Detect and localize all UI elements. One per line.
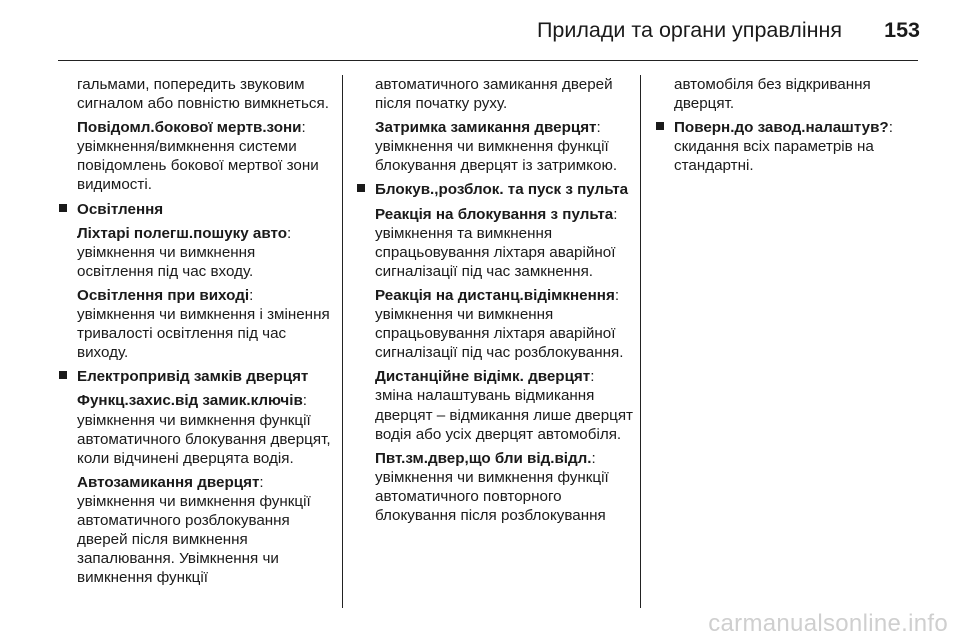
setting-desc: : увімкнення чи вимкнення функції автоматичного блокування дверцят, коли відчинені дверцята водія. bbox=[77, 392, 331, 467]
column-3 bbox=[657, 75, 927, 180]
setting-desc: : увімкнення та вимкнення спрацьовування ліхтаря аварійної сигналізації під час замкнення. bbox=[375, 205, 618, 280]
column-1 bbox=[60, 75, 335, 592]
setting-term: Дистанційне відімк. дверцят bbox=[375, 368, 591, 386]
setting-desc: : увімкнення чи вимкнення функції автоматичного розблокування дверей після вимкнення запалювання. Увімкнення чи вимкнення функції bbox=[77, 473, 311, 587]
setting-blind-spot bbox=[60, 118, 335, 194]
setting-desc: : скидання всіх параметрів на стандартні. bbox=[674, 119, 893, 175]
setting-desc: : увімкнення/вимкнення системи повідомлень бокової мертвої зони видимості. bbox=[77, 119, 319, 194]
section-title: Блокув.,розблок. та пуск з пульта bbox=[375, 181, 629, 199]
setting-desc: : увімкнення чи вимкнення освітлення під час входу. bbox=[77, 224, 292, 280]
setting-key-lockout bbox=[60, 391, 335, 467]
setting-term: Функц.захис.від замик.ключів bbox=[77, 392, 303, 410]
setting-desc: : увімкнення чи вимкнення функції автоматичного повторного блокування після розблокування bbox=[375, 449, 609, 524]
column-2 bbox=[358, 75, 634, 530]
page-number: 153 bbox=[884, 18, 920, 42]
setting-auto-door-lock bbox=[60, 473, 335, 588]
bullet-square-icon bbox=[59, 204, 67, 212]
setting-desc: : зміна налаштувань відмикання дверцят – відмикання лише дверцят водія або усіх дверцят автомобіля. bbox=[375, 368, 634, 443]
section-remote-lock bbox=[358, 180, 634, 199]
setting-term: Пвт.зм.двер,що бли від.відл. bbox=[375, 449, 592, 467]
setting-auto-relock bbox=[358, 449, 634, 525]
setting-exit-lighting bbox=[60, 286, 335, 362]
setting-term: Реакція на блокування з пульта bbox=[375, 205, 614, 223]
bullet-square-icon bbox=[656, 122, 664, 130]
section-factory-reset bbox=[657, 118, 927, 175]
setting-desc: : увімкнення чи вимкнення функції блокування дверцят із затримкою. bbox=[375, 119, 618, 175]
column-divider-1 bbox=[342, 75, 343, 608]
col3-intro: автомобіля без відкривання дверцят. bbox=[674, 76, 871, 113]
setting-vehicle-locator-lights bbox=[60, 224, 335, 281]
setting-term: Ліхтарі полегш.пошуку авто bbox=[77, 224, 288, 242]
col1-intro: гальмами, попередить звуковим сигналом або повністю вимкнеться. bbox=[77, 76, 329, 113]
setting-term: Затримка замикання дверцят bbox=[375, 119, 597, 137]
section-title: Електропривід замків дверцят bbox=[77, 368, 309, 386]
page-title: Прилади та органи управління bbox=[536, 18, 842, 42]
setting-desc: : увімкнення чи вимкнення і змінення тривалості освітлення під час виходу. bbox=[77, 286, 330, 362]
section-power-locks bbox=[60, 367, 335, 386]
setting-term: Автозамикання дверцят bbox=[77, 473, 260, 491]
col2-intro: автоматичного замикання дверей після початку руху. bbox=[375, 76, 613, 113]
section-lighting bbox=[60, 200, 335, 219]
setting-remote-door-unlock bbox=[358, 367, 634, 443]
setting-term: Освітлення при виході bbox=[77, 286, 250, 304]
setting-desc: : увімкнення чи вимкнення спрацьовування ліхтаря аварійної сигналізації під час розблокування. bbox=[375, 286, 624, 362]
setting-delayed-door-lock bbox=[358, 118, 634, 175]
column-divider-2 bbox=[640, 75, 641, 608]
watermark: carmanualsonline.info bbox=[708, 610, 948, 637]
section-title: Освітлення bbox=[77, 200, 164, 218]
bullet-square-icon bbox=[357, 184, 365, 192]
header-divider bbox=[58, 60, 918, 61]
setting-term: Повідомл.бокової мертв.зони bbox=[77, 119, 302, 137]
setting-term: Поверн.до завод.налаштув? bbox=[674, 119, 889, 137]
setting-remote-unlock-feedback bbox=[358, 286, 634, 362]
setting-remote-lock-feedback bbox=[358, 205, 634, 281]
page-header bbox=[0, 0, 960, 60]
bullet-square-icon bbox=[59, 371, 67, 379]
setting-term: Реакція на дистанц.відімкнення bbox=[375, 286, 615, 304]
